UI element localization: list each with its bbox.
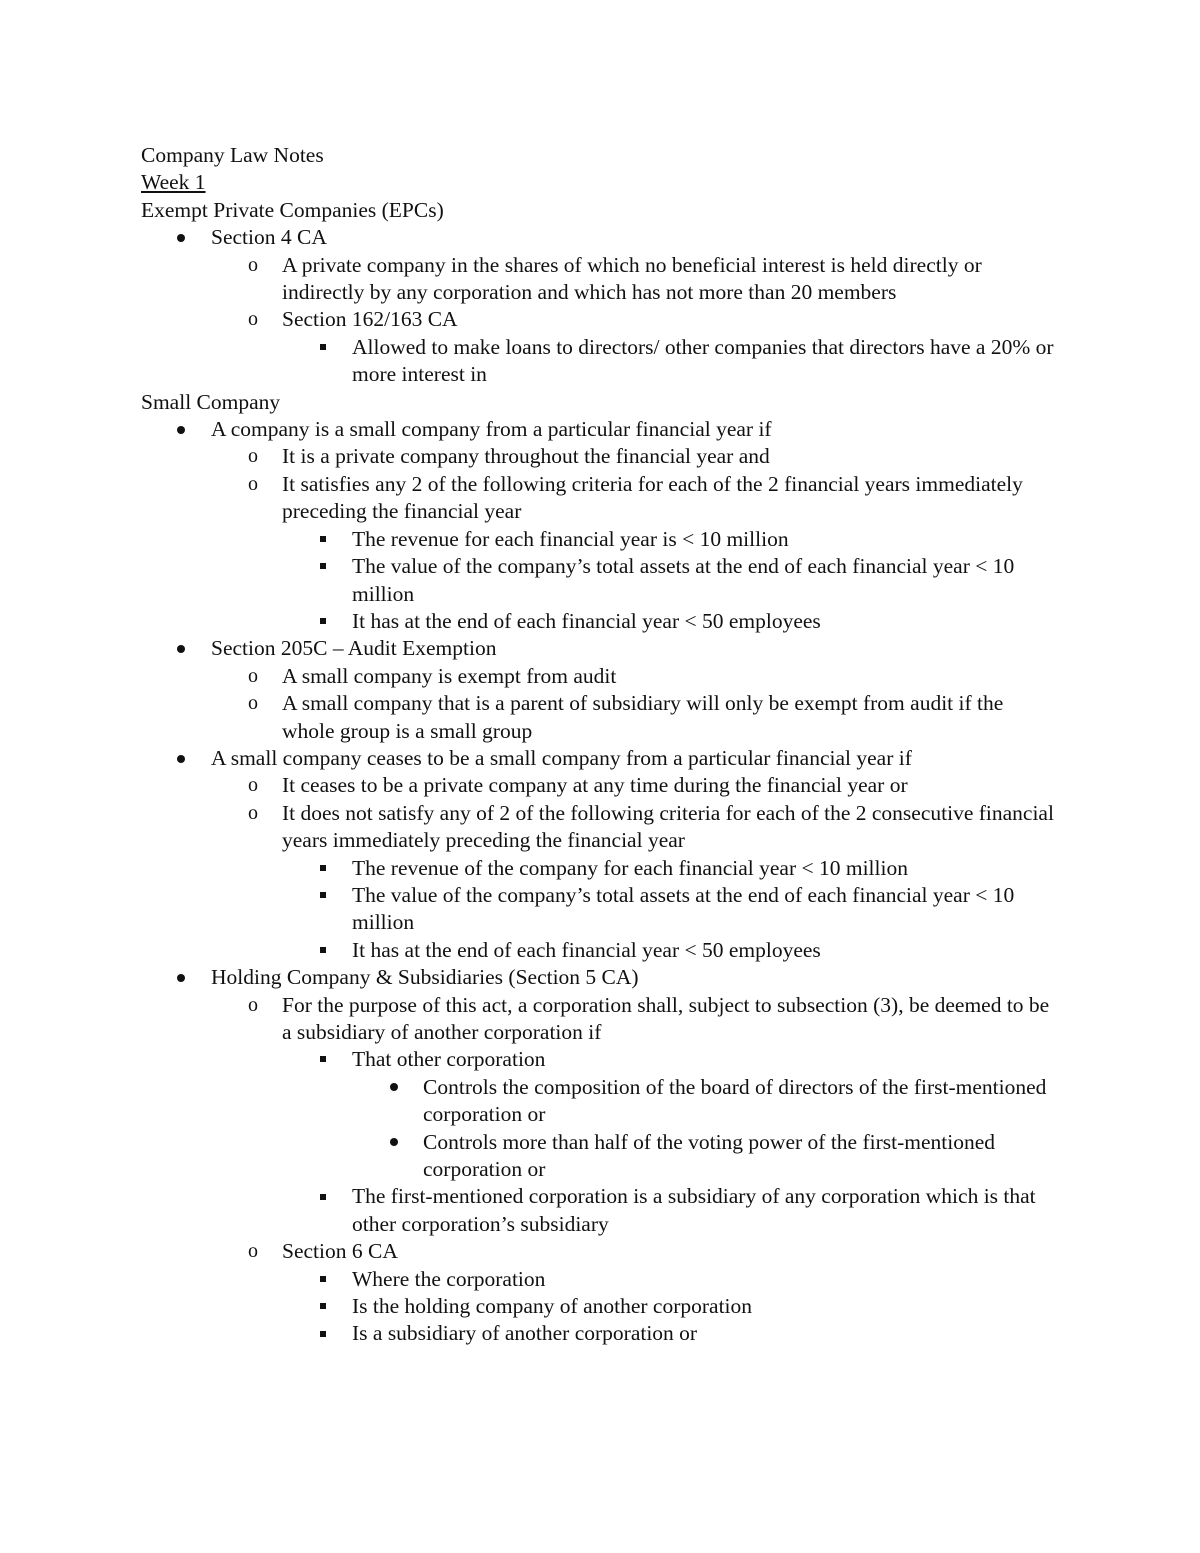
square-bullet-icon <box>320 536 326 542</box>
list-item: Is the holding company of another corporation <box>141 1293 1061 1320</box>
list-item: o Section 6 CA <box>141 1238 1061 1265</box>
epc-list <box>141 224 1061 388</box>
list-item: o A small company that is a parent of subsidiary will only be exempt from audit if the whole group is a small group <box>141 690 1061 745</box>
list-item: o Section 162/163 CA <box>141 306 1061 333</box>
square-bullet-icon <box>320 1276 326 1282</box>
square-bullet-icon <box>320 1303 326 1309</box>
list-item: o For the purpose of this act, a corporation shall, subject to subsection (3), be deemed to be a subsidiary of another corporation if <box>141 992 1061 1047</box>
bullet-icon <box>177 755 185 763</box>
document-title: Company Law Notes <box>141 143 324 167</box>
list-item: o A private company in the shares of which no beneficial interest is held directly or indirectly by any corporation and which has not more than 20 members <box>141 252 1061 307</box>
list-item: Holding Company & Subsidiaries (Section 5 CA) <box>141 964 1061 991</box>
list-item: That other corporation <box>141 1046 1061 1073</box>
square-bullet-icon <box>320 947 326 953</box>
epc-heading: Exempt Private Companies (EPCs) <box>141 197 444 222</box>
circle-bullet-icon: o <box>248 308 258 331</box>
list-item: o It ceases to be a private company at any time during the financial year or <box>141 772 1061 799</box>
circle-bullet-icon: o <box>248 664 258 687</box>
square-bullet-icon <box>320 892 326 898</box>
list-item: A company is a small company from a particular financial year if <box>141 416 1061 443</box>
square-bullet-icon <box>320 1194 326 1200</box>
list-item: The value of the company’s total assets at the end of each financial year < 10 million <box>141 882 1061 937</box>
square-bullet-icon <box>320 1056 326 1062</box>
list-item: Section 4 CA <box>141 224 1061 251</box>
list-item: Is a subsidiary of another corporation or <box>141 1320 1061 1347</box>
bullet-icon <box>177 426 185 434</box>
small-company-list <box>141 416 1061 1348</box>
week-heading: Week 1 <box>141 170 206 195</box>
list-item: The revenue of the company for each financial year < 10 million <box>141 855 1061 882</box>
list-item: Allowed to make loans to directors/ other companies that directors have a 20% or more interest in <box>141 334 1061 389</box>
circle-bullet-icon: o <box>248 253 258 276</box>
list-item: Where the corporation <box>141 1266 1061 1293</box>
list-item: A small company ceases to be a small company from a particular financial year if <box>141 745 1061 772</box>
list-item: o It is a private company throughout the financial year and <box>141 443 1061 470</box>
list-item: Controls more than half of the voting power of the first-mentioned corporation or <box>141 1129 1061 1184</box>
notes-body <box>141 142 1061 1348</box>
list-item: o It satisfies any 2 of the following criteria for each of the 2 financial years immediately preceding the financial year <box>141 471 1061 526</box>
list-item: Section 205C – Audit Exemption <box>141 635 1061 662</box>
list-item: Controls the composition of the board of directors of the first-mentioned corporation or <box>141 1074 1061 1129</box>
list-item: The first-mentioned corporation is a subsidiary of any corporation which is that other corporation’s subsidiary <box>141 1183 1061 1238</box>
bullet-icon <box>177 234 185 242</box>
list-item: o It does not satisfy any of 2 of the following criteria for each of the 2 consecutive financial years immediately preceding the financial year <box>141 800 1061 855</box>
list-item: It has at the end of each financial year < 50 employees <box>141 937 1061 964</box>
list-item: The value of the company’s total assets at the end of each financial year < 10 million <box>141 553 1061 608</box>
circle-bullet-icon: o <box>248 801 258 824</box>
list-item: It has at the end of each financial year < 50 employees <box>141 608 1061 635</box>
circle-bullet-icon: o <box>248 774 258 797</box>
list-item: o A small company is exempt from audit <box>141 663 1061 690</box>
circle-bullet-icon: o <box>248 692 258 715</box>
bullet-icon <box>177 645 185 653</box>
circle-bullet-icon: o <box>248 445 258 468</box>
circle-bullet-icon: o <box>248 1240 258 1263</box>
square-bullet-icon <box>320 865 326 871</box>
circle-bullet-icon: o <box>248 472 258 495</box>
square-bullet-icon <box>320 1331 326 1337</box>
list-item: The revenue for each financial year is < 10 million <box>141 526 1061 553</box>
bullet-icon <box>390 1138 398 1146</box>
small-company-heading: Small Company <box>141 389 281 414</box>
square-bullet-icon <box>320 344 326 350</box>
square-bullet-icon <box>320 618 326 624</box>
circle-bullet-icon: o <box>248 993 258 1016</box>
square-bullet-icon <box>320 563 326 569</box>
bullet-icon <box>177 974 185 982</box>
bullet-icon <box>390 1083 398 1091</box>
